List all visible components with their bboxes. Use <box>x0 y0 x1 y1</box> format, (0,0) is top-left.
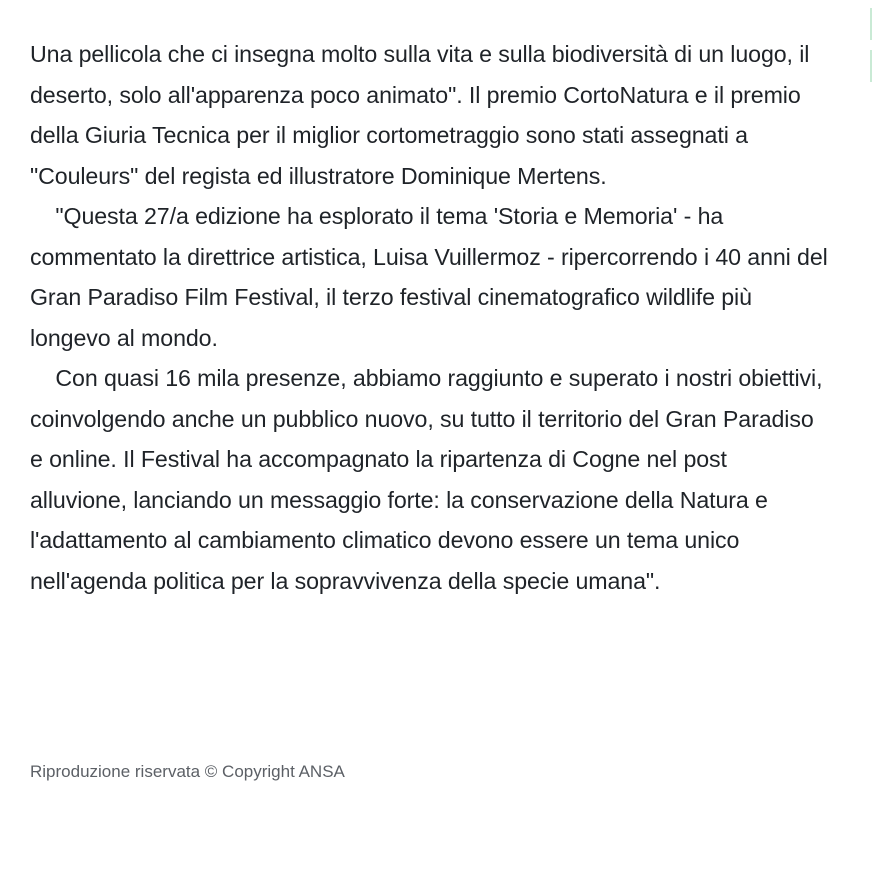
article-paragraph: "Questa 27/a edizione ha esplorato il tema 'Storia e Memoria' - ha commentato la direttrice artistica, Luisa Vuillermoz - ripercorrendo i 40 anni del Gran Paradiso Film Festival, il terzo festival cinematografico wildlife più longevo al mondo. <box>30 203 835 351</box>
copyright-notice: Riproduzione riservata © Copyright ANSA <box>30 762 345 781</box>
article-paragraph: Una pellicola che ci insegna molto sulla vita e sulla biodiversità di un luogo, il deserto, solo all'apparenza poco animato". Il premio CortoNatura e il premio della Giuria Tecnica per il miglior cortometraggio sono stati assegnati a "Couleurs" del regista ed illustratore Dominique Mertens. <box>30 41 816 189</box>
article-body <box>30 34 835 601</box>
article-paragraph: Con quasi 16 mila presenze, abbiamo raggiunto e superato i nostri obiettivi, coinvolgendo anche un pubblico nuovo, su tutto il territorio del Gran Paradiso e online. Il Festival ha accompagnato la ripartenza di Cogne nel post alluvione, lanciando un messaggio forte: la conservazione della Natura e l'adattamento al cambiamento climatico devono essere un tema unico nell'agenda politica per la sopravvivenza della specie umana". <box>30 365 829 594</box>
